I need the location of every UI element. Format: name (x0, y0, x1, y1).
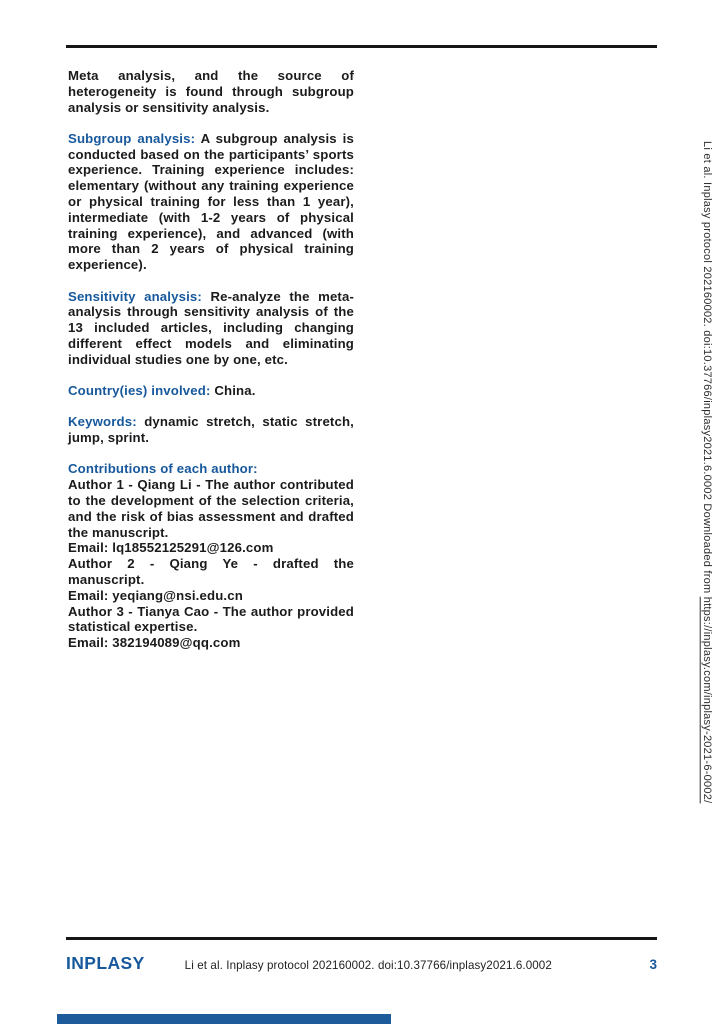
section-text-keywords: dynamic stretch, static stretch, jump, sprint. (68, 414, 354, 446)
top-rule (66, 45, 657, 48)
bottom-blue-bar (57, 1014, 391, 1024)
section-label-subgroup-analysis: Subgroup analysis: (68, 130, 196, 146)
paragraph-meta-analysis: Meta analysis, and the source of heterogeneity is found through subgroup analysis or sensitivity analysis. (68, 68, 354, 115)
contribution-author-1: Author 1 - Qiang Li - The author contributed to the development of the selection criteria, and the risk of bias assessment and drafted the manuscript. (68, 477, 354, 540)
article-body (68, 68, 354, 667)
footer-citation: Li et al. Inplasy protocol 202160002. doi:10.37766/inplasy2021.6.0002 (184, 959, 552, 972)
section-text-countries-involved: China. (214, 383, 256, 399)
section-contributions (68, 461, 354, 651)
page-number: 3 (649, 957, 657, 972)
section-label-keywords: Keywords: (68, 414, 137, 430)
footer-rule (66, 937, 657, 940)
contribution-author-2: Author 2 - Qiang Ye - drafted the manuscript. (68, 556, 354, 588)
contribution-author-3: Author 3 - Tianya Cao - The author provided statistical expertise. (68, 603, 354, 635)
section-label-contributions: Contributions of each author: (68, 461, 258, 477)
sidebar-citation-text: Li et al. Inplasy protocol 202160002. doi:10.37766/inplasy2021.6.0002 Downloaded from (701, 141, 713, 597)
section-text-subgroup-analysis: A subgroup analysis is conducted based on the participants’ sports experience. Training experience includes: elementary (without any training experience or physical training for less than 1 year), intermediate (with 1-2 years of physical training experience), and advanced (with more than 2 years of physical training experience). (68, 130, 354, 273)
sidebar-citation-link[interactable]: https://inplasy.com/inplasy-2021-6-0002/ (701, 596, 713, 804)
section-subgroup-analysis (68, 131, 354, 273)
section-sensitivity-analysis (68, 289, 354, 368)
section-label-sensitivity-analysis: Sensitivity analysis: (68, 288, 202, 304)
contribution-email-2: Email: yeqiang@nsi.edu.cn (68, 587, 243, 603)
section-label-countries-involved: Country(ies) involved: (68, 383, 211, 399)
section-keywords (68, 414, 354, 446)
section-countries-involved (68, 383, 354, 399)
contribution-email-3: Email: 382194089@qq.com (68, 635, 241, 651)
page-footer (66, 953, 657, 974)
sidebar-citation (701, 141, 713, 803)
inplasy-logo: INPLASY (66, 953, 145, 973)
contribution-email-1: Email: lq18552125291@126.com (68, 540, 274, 556)
section-text-sensitivity-analysis: Re-analyze the meta-analysis through sensitivity analysis of the 13 included articles, including changing different effect models and eliminating individual studies one by one, etc. (68, 288, 354, 367)
